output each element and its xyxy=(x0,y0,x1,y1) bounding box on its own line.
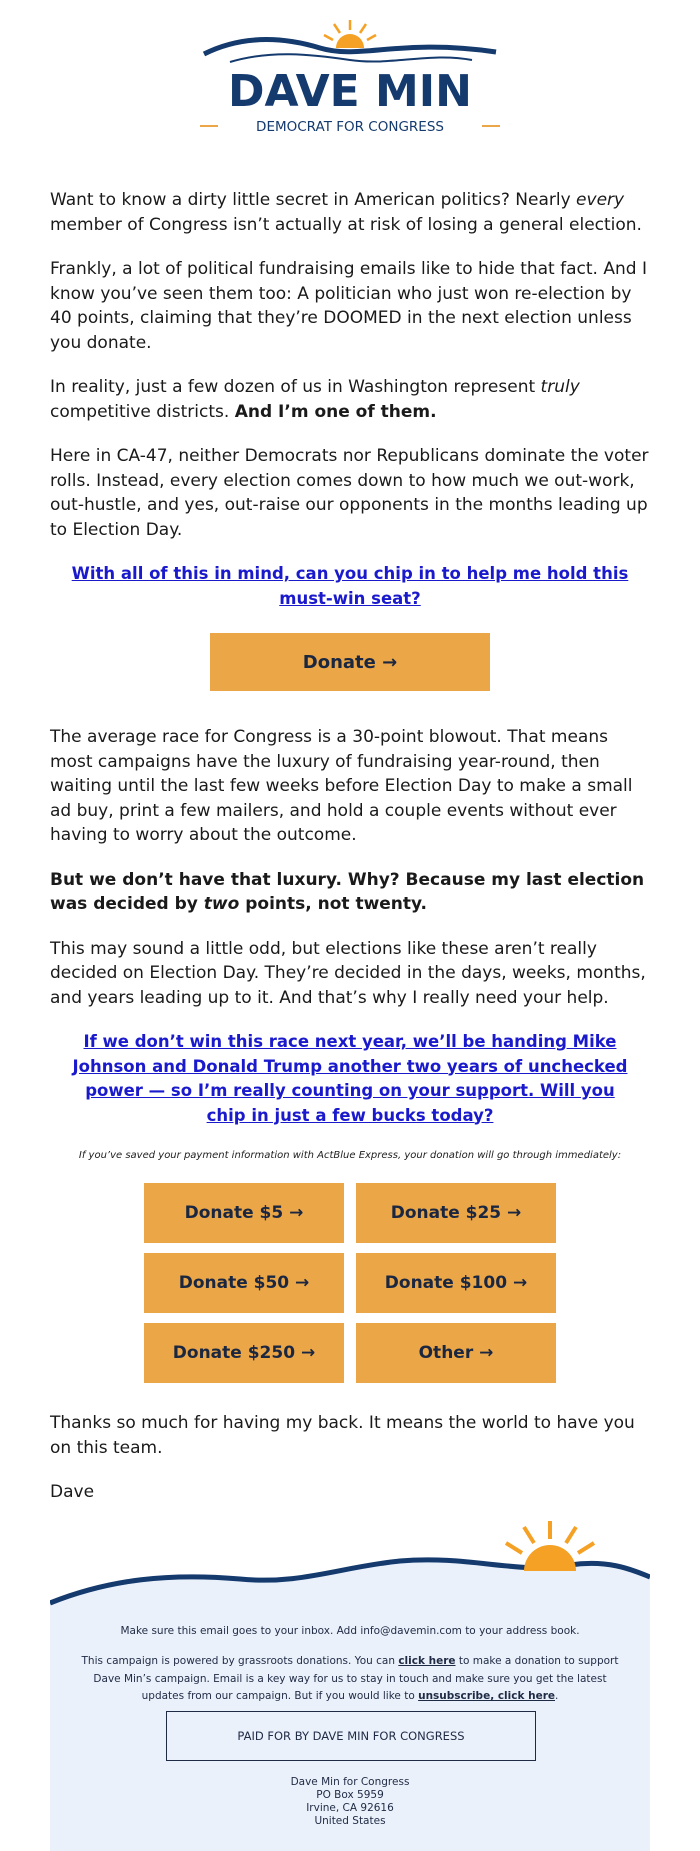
powered-note: This campaign is powered by grassroots donations. You can click here to make a donation to support Dave Min’s campaign. Email is a key way for us to stay in touch and make sure you get the latest updates from our campaign. But if you would like to unsubscribe, click here. xyxy=(81,1655,619,1702)
unsubscribe-link[interactable]: unsubscribe, click here xyxy=(418,1690,556,1702)
support-link[interactable]: If we don’t win this race next year, we’ll be handing Mike Johnson and Donald Trump another two years of unchecked power — so I’m really counting on your support. Will you chip in just a few bucks today? xyxy=(72,1032,628,1125)
mailing-address: Dave Min for Congress PO Box 5959 Irvine, CA 92616 United States xyxy=(290,1776,410,1827)
paragraph-no-luxury: But we don’t have that luxury. Why? Because my last election was decided by two points, not twenty. xyxy=(50,869,645,914)
footer-waves-icon xyxy=(50,1515,650,1625)
donate-250-button[interactable]: Donate $250 → xyxy=(144,1323,344,1383)
signature: Dave xyxy=(50,1482,95,1502)
campaign-logo xyxy=(200,18,500,138)
donation-amounts xyxy=(144,1183,556,1383)
email-body xyxy=(50,188,650,1505)
click-here-link[interactable]: click here xyxy=(398,1655,456,1667)
donate-25-button[interactable]: Donate $25 → xyxy=(356,1183,556,1243)
logo-name: DAVE MIN xyxy=(228,66,472,117)
paragraph-thanks: Thanks so much for having my back. It means the world to have you on this team. xyxy=(50,1413,635,1458)
logo-tagline: DEMOCRAT FOR CONGRESS xyxy=(256,119,444,135)
donate-button[interactable]: Donate → xyxy=(210,633,490,691)
sun-icon xyxy=(324,20,376,48)
paragraph-reality: In reality, just a few dozen of us in Washington represent truly competitive districts. And I’m one of them. xyxy=(50,377,580,422)
inbox-note: Make sure this email goes to your inbox. Add info@davemin.com to your address book. xyxy=(120,1625,580,1637)
paid-for-box: PAID FOR BY DAVE MIN FOR CONGRESS xyxy=(166,1711,536,1761)
donate-100-button[interactable]: Donate $100 → xyxy=(356,1253,556,1313)
paragraph-average-race: The average race for Congress is a 30-point blowout. That means most campaigns have the luxury of fundraising year-round, then waiting until the last few weeks before Election Day to make a small ad buy, print a few mailers, and hold a couple events without ever having to worry about the outcome. xyxy=(50,727,633,845)
chip-in-link[interactable]: With all of this in mind, can you chip in to help me hold this must-win seat? xyxy=(71,564,629,608)
paragraph-intro: Want to know a dirty little secret in American politics? Nearly every member of Congress isn’t actually at risk of losing a general election. xyxy=(50,190,642,235)
donate-50-button[interactable]: Donate $50 → xyxy=(144,1253,344,1313)
paragraph-district: Here in CA-47, neither Democrats nor Republicans dominate the voter rolls. Instead, every election comes down to how much we out-work, out-hustle, and yes, out-raise our opponents in the months leading up to Election Day. xyxy=(50,446,649,540)
paragraph-fundraising: Frankly, a lot of political fundraising emails like to hide that fact. And I know you’ve seen them too: A politician who just won re-election by 40 points, claiming that they’re DOOMED in the next election unless you donate. xyxy=(50,259,647,353)
donate-other-button[interactable]: Other → xyxy=(356,1323,556,1383)
donate-5-button[interactable]: Donate $5 → xyxy=(144,1183,344,1243)
actblue-disclaimer: If you’ve saved your payment information with ActBlue Express, your donation will go through immediately: xyxy=(78,1150,622,1161)
paragraph-elections: This may sound a little odd, but elections like these aren’t really decided on Election Day. They’re decided in the days, weeks, months, and years leading up to it. And that’s why I really need your help. xyxy=(50,938,646,1008)
email-footer xyxy=(50,1515,650,1851)
